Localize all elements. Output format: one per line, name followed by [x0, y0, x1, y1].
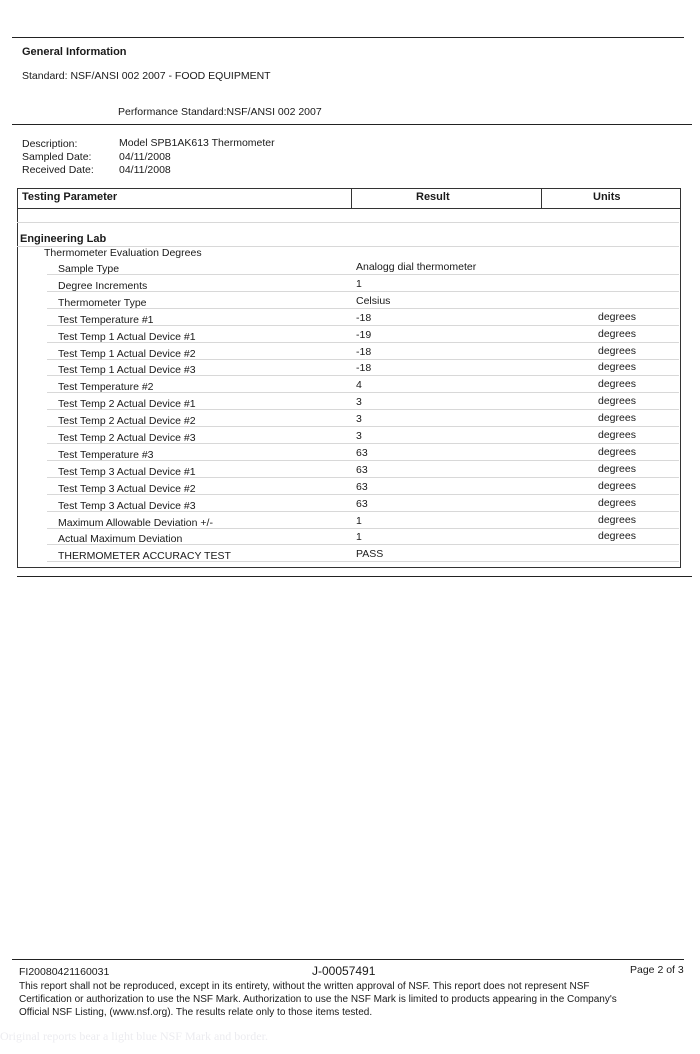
row-units: degrees	[598, 361, 636, 374]
row-units: degrees	[598, 479, 636, 492]
row-result: 3	[356, 413, 362, 426]
row-divider	[17, 222, 679, 223]
header-divider	[351, 188, 352, 208]
row-parameter: Sample Type	[58, 263, 120, 275]
row-result: 63	[356, 463, 368, 476]
row-parameter: Thermometer Type	[58, 296, 147, 309]
row-units: degrees	[598, 395, 636, 408]
row-parameter: Test Temp 1 Actual Device #1	[58, 330, 196, 343]
row-result: 1	[356, 531, 362, 544]
row-parameter: Test Temp 3 Actual Device #2	[58, 482, 196, 495]
sampled-date-label: Sampled Date:	[22, 151, 92, 163]
disclaimer-line-1: This report shall not be reproduced, except in its entirety, without the written approval of NSF. This report does not represent NSF	[19, 981, 590, 992]
row-result: PASS	[356, 548, 384, 561]
row-units: degrees	[598, 327, 636, 340]
row-parameter: Test Temp 3 Actual Device #1	[58, 465, 196, 478]
row-units: degrees	[598, 344, 636, 357]
header-divider	[541, 188, 542, 208]
row-result: 4	[356, 379, 362, 392]
row-parameter: Test Temp 1 Actual Device #2	[58, 347, 196, 360]
row-parameter: Actual Maximum Deviation	[58, 533, 183, 546]
job-number: J-00057491	[312, 964, 376, 978]
table-bottom-rule	[17, 576, 692, 577]
row-units: degrees	[598, 378, 636, 391]
testing-table	[17, 188, 681, 568]
row-result: 63	[356, 446, 368, 459]
row-result: 3	[356, 430, 362, 442]
description-label: Description:	[22, 138, 78, 150]
row-result: 1	[356, 277, 362, 290]
header-units: Units	[593, 191, 621, 203]
document-id: FI20080421160031	[19, 966, 110, 978]
row-units: degrees	[598, 310, 636, 323]
disclaimer-line-2: Certification or authorization to use the NSF Mark. Authorization to use the NSF Mark is limited to products appearing in the Company's	[19, 994, 617, 1005]
subsection-thermometer-evaluation: Thermometer Evaluation Degrees	[44, 247, 202, 259]
description-value: Model SPB1AK613 Thermometer	[119, 137, 275, 149]
row-parameter: Test Temp 2 Actual Device #1	[58, 398, 196, 411]
row-parameter: Test Temperature #2	[58, 381, 154, 394]
row-result: -19	[356, 328, 372, 341]
footer-rule	[12, 959, 684, 960]
row-result: Analogg dial thermometer	[356, 261, 477, 273]
received-date-value: 04/11/2008	[119, 164, 171, 176]
row-parameter: Test Temperature #3	[58, 448, 154, 461]
row-parameter: THERMOMETER ACCURACY TEST	[58, 550, 231, 563]
disclaimer-line-3: Official NSF Listing, (www.nsf.org). The results relate only to those items tested.	[19, 1007, 373, 1018]
row-divider	[47, 274, 679, 275]
row-units: degrees	[598, 496, 636, 509]
row-units: degrees	[598, 513, 636, 526]
row-result: Celsius	[356, 294, 391, 307]
general-info-rule	[12, 124, 692, 125]
row-result: 63	[356, 480, 368, 493]
performance-standard-line: Performance Standard:NSF/ANSI 002 2007	[118, 106, 322, 118]
row-parameter: Degree Increments	[58, 279, 148, 292]
row-units: degrees	[598, 530, 636, 543]
section-title-general-information: General Information	[22, 46, 127, 58]
row-result: -18	[356, 362, 372, 375]
row-result: -18	[356, 345, 372, 358]
header-result: Result	[416, 191, 450, 203]
row-units: degrees	[598, 412, 636, 425]
row-parameter: Test Temperature #1	[58, 313, 154, 326]
standard-line: Standard: NSF/ANSI 002 2007 - FOOD EQUIPMENT	[22, 70, 271, 82]
row-parameter: Test Temp 1 Actual Device #3	[58, 364, 196, 377]
section-engineering-lab: Engineering Lab	[20, 233, 107, 245]
row-parameter: Test Temp 2 Actual Device #2	[58, 415, 196, 428]
row-units: degrees	[598, 429, 636, 441]
row-parameter: Test Temp 3 Actual Device #3	[58, 499, 196, 512]
row-result: 3	[356, 396, 362, 409]
row-parameter: Maximum Allowable Deviation +/-	[58, 516, 213, 529]
row-units: degrees	[598, 462, 636, 475]
row-result: -18	[356, 311, 372, 324]
row-units: degrees	[598, 445, 636, 458]
watermark-text: Original reports bear a light blue NSF Mark and border.	[0, 1029, 268, 1043]
row-result: 1	[356, 514, 362, 527]
table-header-row	[17, 188, 681, 209]
sampled-date-value: 04/11/2008	[119, 151, 171, 163]
top-rule	[12, 37, 684, 38]
header-testing-parameter: Testing Parameter	[22, 191, 118, 203]
row-result: 63	[356, 497, 368, 510]
row-parameter: Test Temp 2 Actual Device #3	[58, 432, 196, 444]
received-date-label: Received Date:	[22, 164, 94, 176]
page-number: Page 2 of 3	[630, 964, 684, 976]
